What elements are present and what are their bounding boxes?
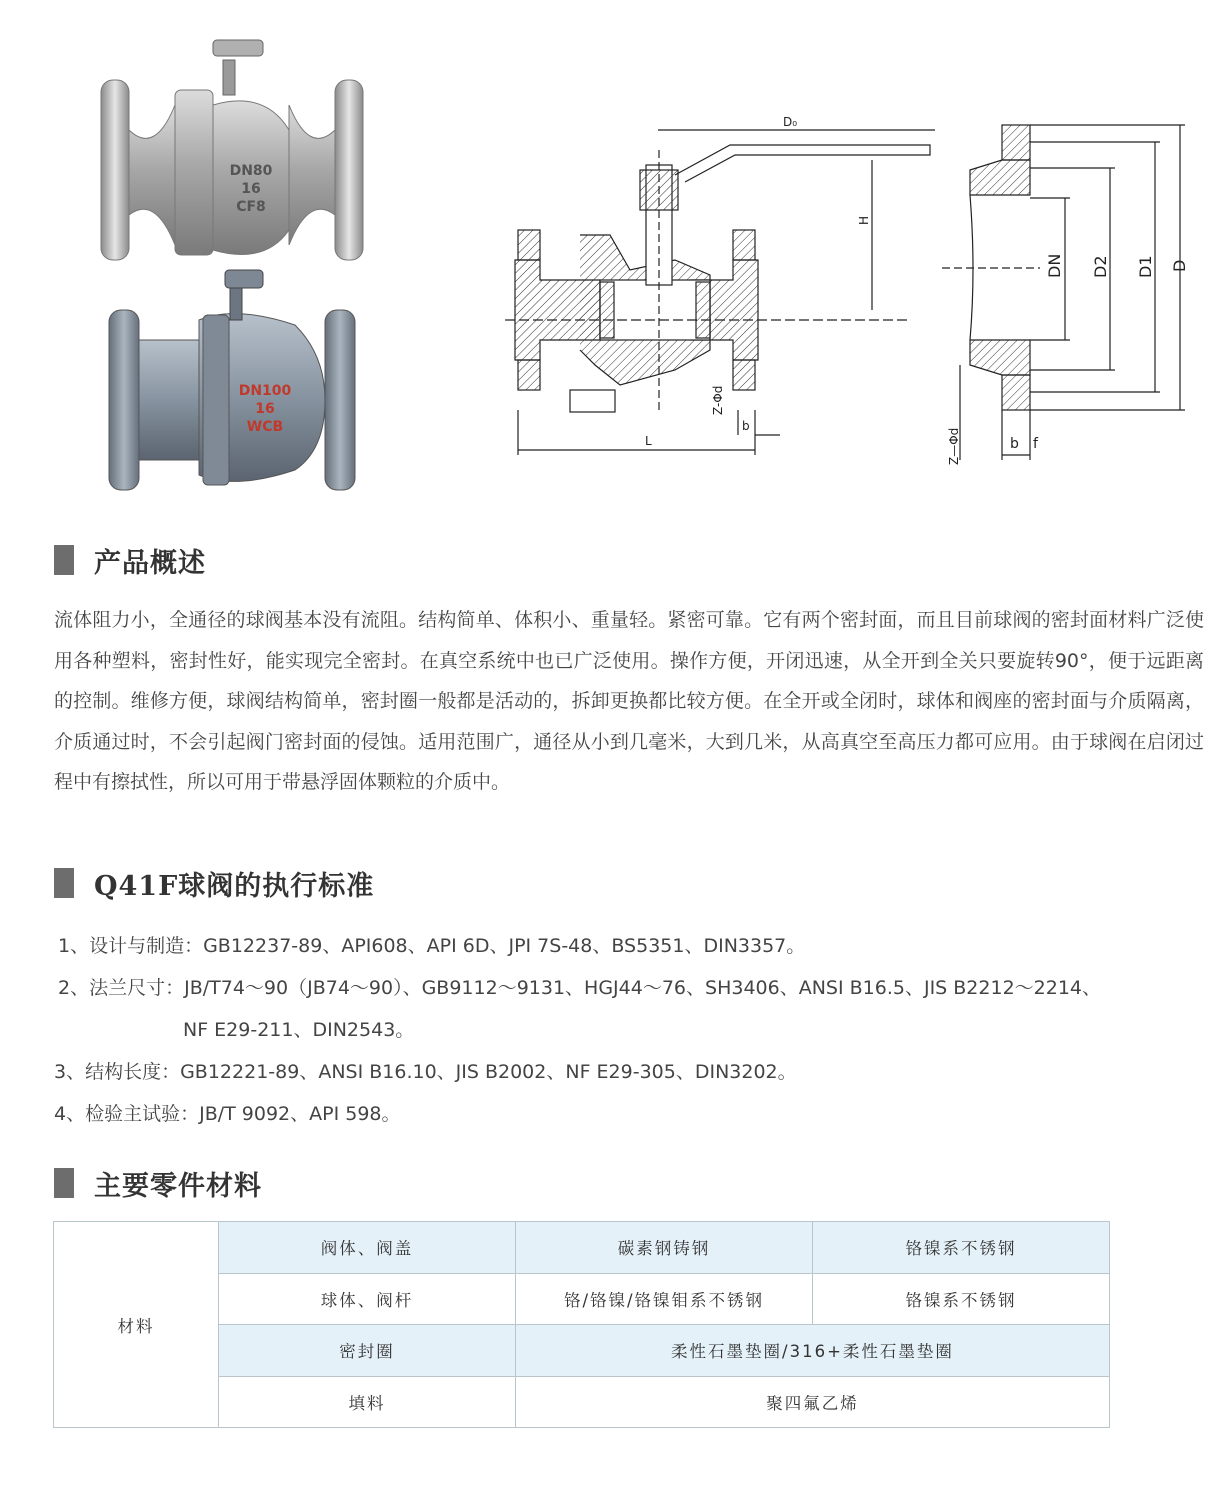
dim-label-l: L (645, 434, 652, 448)
part-cell: 填料 (219, 1376, 516, 1428)
valve-photo-stainless (95, 35, 370, 265)
overview-title: 产品概述 (94, 547, 206, 579)
standard-item: 2、法兰尺寸：JB/T74～90（JB74～90）、GB9112～9131、HGJ44～76、SH3406、ANSI B16.5、JIS B2212～2214、 (58, 977, 1102, 999)
part-cell: 密封圈 (219, 1325, 516, 1377)
dim-label-d: D (1170, 259, 1189, 272)
material-row-label: 材料 (54, 1222, 219, 1428)
materials-heading (54, 1166, 262, 1200)
carbon-steel-cell: 碳素钢铸钢 (516, 1222, 813, 1274)
carbon-steel-cell: 铬/铬镍/铬镍钼系不锈钢 (516, 1273, 813, 1325)
standards-heading (54, 866, 374, 900)
valve-photo-carbon (95, 265, 370, 495)
dim-label-zphid: Z—Φd (947, 427, 961, 465)
standards-title: Q41F球阀的执行标准 (94, 870, 375, 902)
photo-marking-material: CF8 (236, 199, 266, 215)
photo-marking-dn: DN100 (238, 383, 292, 399)
photo-marking-dn: DN80 (229, 163, 273, 179)
section-marker (54, 545, 74, 575)
section-marker (54, 868, 74, 898)
valve-section-drawing (500, 110, 871, 465)
merged-material-cell: 聚四氟乙烯 (516, 1376, 1110, 1428)
stainless-cell: 铬镍系不锈钢 (813, 1273, 1110, 1325)
standard-item: 1、设计与制造：GB12237-89、API608、API 6D、JPI 7S-48、BS5351、DIN3357。 (58, 935, 806, 957)
dim-label-d1: D1 (1136, 255, 1155, 278)
standard-item: 3、结构长度：GB12221-89、ANSI B16.10、JIS B2002、NF E29-305、DIN3202。 (54, 1061, 797, 1083)
photo-marking-pn: 16 (241, 181, 261, 197)
photo-marking-material: WCB (246, 419, 284, 435)
materials-table (53, 1221, 1110, 1428)
overview-heading (54, 543, 206, 577)
dim-label-d2: D2 (1091, 255, 1110, 278)
overview-paragraph: 流体阻力小，全通径的球阀基本没有流阻。结构简单、体积小、重量轻。紧密可靠。它有两个密封面，而且目前球阀的密封面材料广泛使用各种塑料，密封性好，能实现完全密封。在真空系统中也已广泛使用。操作方便，开闭迅速，从全开到全关只要旋转90°，便于远距离的控制。维修方便，球阀结构简单，密封圈一般都是活动的，拆卸更换都比较方便。在全开或全闭时，球体和阀座的密封面与介质隔离，介质通过时，不会引起阀门密封面的侵蚀。适用范围广，通径从小到几毫米，大到几米，从高真空至高压力都可应用。由于球阀在启闭过程中有擦拭性，所以可用于带悬浮固体颗粒的介质中。 (54, 609, 1204, 793)
section-marker (54, 1168, 74, 1198)
standard-item: 4、检验主试验：JB/T 9092、API 598。 (54, 1103, 401, 1125)
standard-item-continued: NF E29-211、DIN2543。 (183, 1019, 415, 1041)
part-cell: 阀体、阀盖 (219, 1222, 516, 1274)
table-row (54, 1222, 1110, 1274)
part-cell: 球体、阀杆 (219, 1273, 516, 1325)
flange-section-drawing (940, 120, 1200, 470)
materials-title: 主要零件材料 (94, 1170, 262, 1202)
dim-label-f: f (1033, 436, 1038, 452)
stainless-cell: 铬镍系不锈钢 (813, 1222, 1110, 1274)
dim-label-d0: D₀ (783, 115, 798, 129)
dim-label-b: b (1010, 436, 1019, 452)
dim-label-dn: DN (1045, 253, 1064, 278)
photo-marking-pn: 16 (255, 401, 275, 417)
merged-material-cell: 柔性石墨垫圈/316+柔性石墨垫圈 (516, 1325, 1110, 1377)
dim-label-zphid: Z-Φd (711, 385, 725, 415)
dim-label-b: b (742, 419, 750, 433)
dim-label-h: H (857, 215, 871, 225)
